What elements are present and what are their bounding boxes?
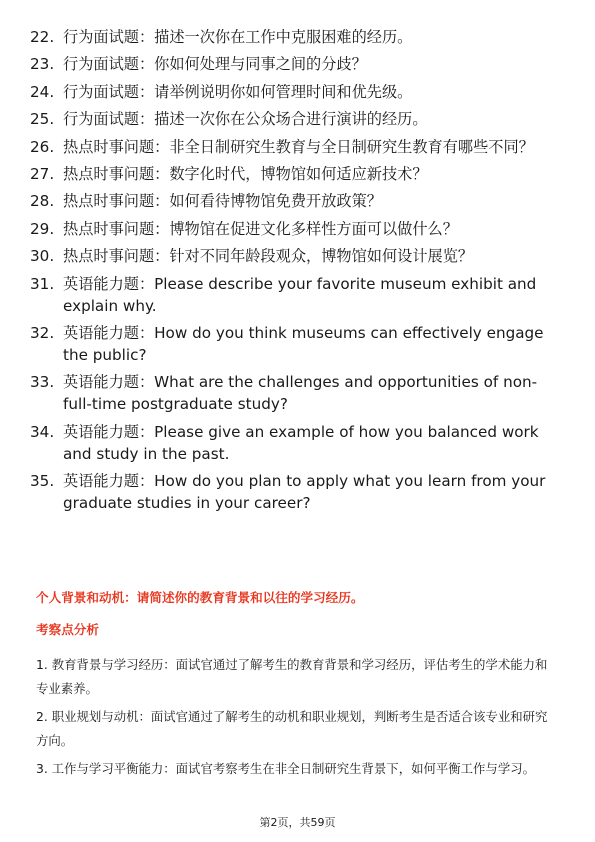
page-number-footer: 第2页，共59页 — [259, 816, 336, 829]
list-item — [30, 218, 560, 240]
item-text: 热点时事问题：博物馆在促进文化多样性方面可以做什么？ — [63, 219, 458, 238]
analysis-point: 1. 教育背景与学习经历：面试官通过了解考生的教育背景和学习经历，评估考生的学术能力和专业素养。 — [36, 657, 548, 696]
item-text: 行为面试题：描述一次你在工作中克服困难的经历。 — [63, 28, 413, 46]
list-item — [30, 136, 560, 158]
list-item — [30, 81, 560, 103]
item-text: 热点时事问题：数字化时代，博物馆如何适应新技术？ — [63, 164, 428, 183]
item-number: 30. — [30, 247, 55, 266]
list-item — [30, 322, 560, 366]
list-item — [30, 108, 560, 130]
item-number: 32. — [30, 323, 55, 342]
item-number: 34. — [30, 422, 55, 441]
item-number: 28. — [30, 192, 55, 211]
item-number: 23. — [30, 55, 55, 74]
item-number: 27. — [30, 164, 55, 183]
analysis-point: 3. 工作与学习平衡能力：面试官考察考生在非全日制研究生背景下，如何平衡工作与学习。 — [36, 761, 535, 776]
section-heading: 个人背景和动机：请简述你的教育背景和以往的学习经历。 — [36, 590, 364, 605]
analysis-points — [36, 653, 556, 781]
item-text: 热点时事问题：非全日制研究生教育与全日制研究生教育有哪些不同？ — [63, 137, 534, 156]
list-item — [30, 470, 560, 514]
list-item — [30, 245, 560, 267]
list-item — [30, 26, 560, 48]
item-text: 热点时事问题：针对不同年龄段观众，博物馆如何设计展览？ — [63, 247, 474, 266]
item-text: 英语能力题：How do you think museums can effectively engage the public? — [63, 323, 544, 364]
analysis-section — [36, 589, 556, 785]
item-text: 热点时事问题：如何看待博物馆免费开放政策？ — [63, 192, 382, 211]
item-text: 行为面试题：描述一次你在公众场合进行演讲的经历。 — [63, 110, 428, 129]
list-item — [30, 163, 560, 185]
item-number: 22. — [30, 28, 55, 46]
analysis-point: 2. 职业规划与动机：面试官通过了解考生的动机和职业规划，判断考生是否适合该专业和研究方向。 — [36, 709, 548, 748]
section-subheading: 考察点分析 — [36, 622, 99, 637]
item-number: 31. — [30, 274, 55, 293]
item-number: 26. — [30, 137, 55, 156]
item-text: 行为面试题：请举例说明你如何管理时间和优先级。 — [63, 82, 413, 101]
item-text: 英语能力题：What are the challenges and opportunities of non-full-time postgraduate study? — [63, 373, 538, 414]
list-item — [30, 371, 560, 415]
item-number: 29. — [30, 219, 55, 238]
question-list — [30, 26, 560, 519]
item-text: 英语能力题：How do you plan to apply what you learn from your graduate studies in your career? — [63, 472, 546, 513]
item-text: 行为面试题：你如何处理与同事之间的分歧？ — [63, 55, 367, 74]
list-item — [30, 421, 560, 465]
item-text: 英语能力题：Please give an example of how you balanced work and study in the past. — [63, 422, 539, 463]
list-item — [30, 53, 560, 75]
item-number: 24. — [30, 82, 55, 101]
item-number: 25. — [30, 110, 55, 129]
list-item — [30, 273, 560, 317]
list-item — [30, 190, 560, 212]
item-text: 英语能力题：Please describe your favorite museum exhibit and explain why. — [63, 274, 537, 315]
item-number: 35. — [30, 472, 55, 491]
item-number: 33. — [30, 373, 55, 392]
